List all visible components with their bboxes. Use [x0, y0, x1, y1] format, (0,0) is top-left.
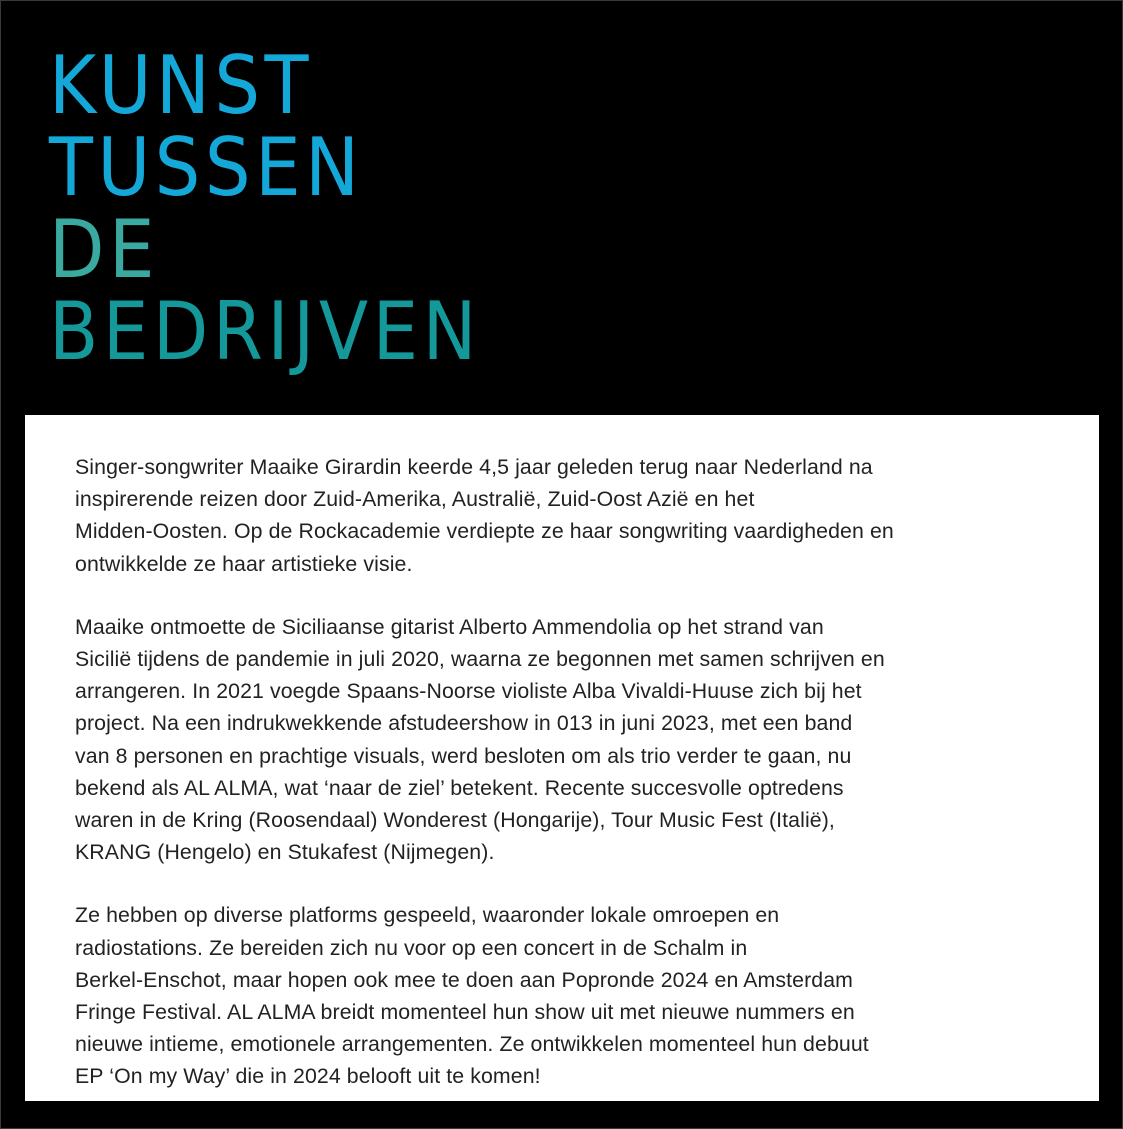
- text-line: Midden-Oosten. Op de Rockacademie verdiepte ze haar songwriting vaardigheden en: [75, 519, 894, 544]
- text-line: nieuwe intieme, emotionele arrangementen. Ze ontwikkelen momenteel hun debuut: [75, 1032, 869, 1057]
- text-line: Fringe Festival. AL ALMA breidt momenteel hun show uit met nieuwe nummers en: [75, 1000, 855, 1025]
- text-line: Ze hebben op diverse platforms gespeeld, waaronder lokale omroepen en: [75, 903, 780, 928]
- text-line: radiostations. Ze bereiden zich nu voor op een concert in de Schalm in: [75, 935, 748, 960]
- title-line-tussen: TUSSEN: [49, 121, 364, 214]
- title-line-de: DE: [49, 203, 159, 296]
- article-card: [25, 415, 1099, 1101]
- paragraph-band-history: [75, 611, 1049, 869]
- text-line: arrangeren. In 2021 voegde Spaans-Noorse violiste Alba Vivaldi-Huuse zich bij het: [75, 679, 862, 704]
- title-line-kunst: KUNST: [49, 39, 314, 132]
- text-line: KRANG (Hengelo) en Stukafest (Nijmegen).: [75, 840, 495, 865]
- text-line: inspirerende reizen door Zuid-Amerika, Australië, Zuid-Oost Azië en het: [75, 487, 755, 512]
- text-line: Berkel-Enschot, maar hopen ook mee te doen aan Popronde 2024 en Amsterdam: [75, 967, 854, 992]
- text-line: Singer-songwriter Maaike Girardin keerde 4,5 jaar geleden terug naar Nederland na: [75, 455, 873, 479]
- text-line: Sicilië tijdens de pandemie in juli 2020, waarna ze begonnen met samen schrijven en: [75, 647, 885, 672]
- page-title: [49, 39, 481, 378]
- text-line: EP ‘On my Way’ die in 2024 belooft uit te komen!: [75, 1064, 541, 1089]
- text-line: ontwikkelde ze haar artistieke visie.: [75, 551, 413, 576]
- text-line: waren in de Kring (Roosendaal) Wonderest (Hongarije), Tour Music Fest (Italië),: [75, 808, 835, 833]
- paragraph-plans: [75, 899, 1049, 1092]
- text-line: Maaike ontmoette de Siciliaanse gitarist Alberto Ammendolia op het strand van: [75, 614, 824, 639]
- text-line: bekend als AL ALMA, wat ‘naar de ziel’ betekent. Recente succesvolle optredens: [75, 775, 844, 800]
- title-line-bedrijven: BEDRIJVEN: [49, 285, 481, 378]
- text-line: van 8 personen en prachtige visuals, werd besloten om als trio verder te gaan, nu: [75, 743, 852, 768]
- text-line: project. Na een indrukwekkende afstudeershow in 013 in juni 2023, met een band: [75, 711, 853, 736]
- paragraph-intro: [75, 451, 1049, 580]
